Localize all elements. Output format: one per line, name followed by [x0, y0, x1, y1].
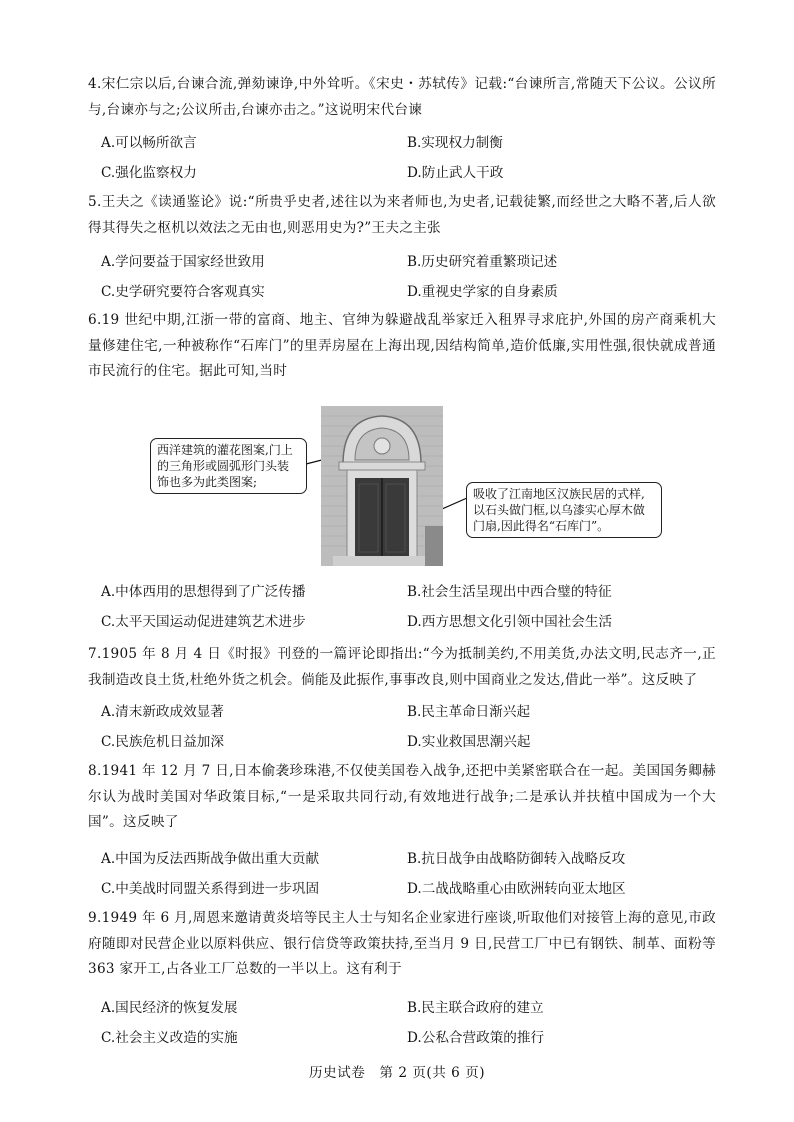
question-7-stem: 7.1905 年 8 月 4 日《时报》刊登的一篇评论即指出:“今为抵制美约,不用美货,办法文明,民志齐一,正我制造改良土货,杜绝外货之机会。倘能及此振作,事事改良,则中国商业之发达,借此一举”。这反映了	[88, 646, 716, 688]
option-row	[101, 699, 721, 729]
shikumen-door-image	[321, 406, 443, 566]
question-4-options	[101, 130, 721, 190]
option-row	[101, 160, 721, 190]
option-row	[101, 876, 721, 906]
q8-option-c: C.中美战时同盟关系得到进一步巩固	[101, 881, 320, 897]
q4-option-a: A.可以畅所欲言	[101, 135, 197, 151]
question-5-options	[101, 249, 721, 309]
callout-western-decoration: 西洋建筑的灌花图案,门上的三角形或圆弧形门头装饰也多为此类图案;	[150, 438, 307, 494]
question-8-stem: 8.1941 年 12 月 7 日,日本偷袭珍珠港,不仅使美国卷入战争,还把中美紧密联合在一起。美国国务卿赫尔认为战时美国对华政策目标,“一是采取共同行动,有效地进行战争;二是承认并扶植中国成为一个大国”。这反映了	[88, 763, 716, 830]
q7-option-a: A.清末新政成效显著	[101, 704, 224, 720]
shikumen-figure	[150, 406, 660, 568]
q7-option-b: B.民主革命日渐兴起	[407, 704, 531, 720]
question-5-stem: 5.王夫之《读通鉴论》说:“所贵乎史者,述往以为来者师也,为史者,记载徒繁,而经世之大略不著,后人欲得其得失之枢机以效法之无由也,则恶用史为?”王夫之主张	[88, 194, 716, 236]
q9-option-b: B.民主联合政府的建立	[407, 1000, 544, 1016]
question-9-stem: 9.1949 年 6 月,周恩来邀请黄炎培等民主人士与知名企业家进行座谈,听取他们对接管上海的意见,市政府随即对民营企业以原料供应、银行信贷等政策扶持,至当月 9 日,民营工厂中已有钢铁、制革、面粉等 363 家开工,占各业工厂总数的一半以上。这有利于	[88, 910, 716, 977]
q9-option-c: C.社会主义改造的实施	[101, 1030, 238, 1046]
q6-option-d: D.西方思想文化引领中国社会生活	[407, 614, 613, 630]
question-9-options	[101, 995, 721, 1055]
q4-option-c: C.强化监察权力	[101, 165, 197, 181]
option-row	[101, 279, 721, 309]
question-8-options	[101, 846, 721, 906]
shikumen-photo	[321, 406, 443, 566]
q8-option-b: B.抗日战争由战略防御转入战略反攻	[407, 851, 626, 867]
q5-option-d: D.重视史学家的自身素质	[407, 284, 558, 300]
callout-shikumen-name: 吸收了江南地区汉族民居的式样,以石头做门框,以乌漆实心厚木做门扇,因此得名“石库门”。	[466, 482, 662, 538]
option-row	[101, 1025, 721, 1055]
option-row	[101, 995, 721, 1025]
question-6-options	[101, 579, 721, 639]
q5-option-b: B.历史研究着重繁琐记述	[407, 254, 558, 270]
q4-option-b: B.实现权力制衡	[407, 135, 503, 151]
question-7-options	[101, 699, 721, 759]
q6-option-b: B.社会生活呈现出中西合璧的特征	[407, 584, 612, 600]
option-row	[101, 249, 721, 279]
q7-option-d: D.实业救国思潮兴起	[407, 734, 531, 750]
q7-option-c: C.民族危机日益加深	[101, 734, 224, 750]
option-row	[101, 846, 721, 876]
q6-option-c: C.太平天国运动促进建筑艺术进步	[101, 614, 306, 630]
option-row	[101, 729, 721, 759]
q8-option-a: A.中国为反法西斯战争做出重大贡献	[101, 851, 320, 867]
q9-option-a: A.国民经济的恢复发展	[101, 1000, 238, 1016]
q9-option-d: D.公私合营政策的推行	[407, 1030, 545, 1046]
q8-option-d: D.二战战略重心由欧洲转向亚太地区	[407, 881, 626, 897]
q5-option-c: C.史学研究要符合客观真实	[101, 284, 265, 300]
question-6-stem: 6.19 世纪中期,江浙一带的富商、地主、官绅为躲避战乱举家迁入租界寻求庇护,外国的房产商乘机大量修建住宅,一种被称作“石库门”的里弄房屋在上海出现,因结构简单,造价低廉,实用性强,很快就成普通市民流行的住宅。据此可知,当时	[88, 312, 716, 379]
page-footer: 历史试卷 第 2 页(共 6 页)	[308, 1065, 486, 1081]
q5-option-a: A.学问要益于国家经世致用	[101, 254, 265, 270]
option-row	[101, 609, 721, 639]
question-4-stem: 4.宋仁宗以后,台谏合流,弹劾谏诤,中外耸听。《宋史・苏轼传》记载:“台谏所言,常随天下公议。公议所与,台谏亦与之;公议所击,台谏亦击之。”这说明宋代台谏	[88, 76, 716, 118]
option-row	[101, 130, 721, 160]
q6-option-a: A.中体西用的思想得到了广泛传播	[101, 584, 306, 600]
q4-option-d: D.防止武人干政	[407, 165, 504, 181]
option-row	[101, 579, 721, 609]
